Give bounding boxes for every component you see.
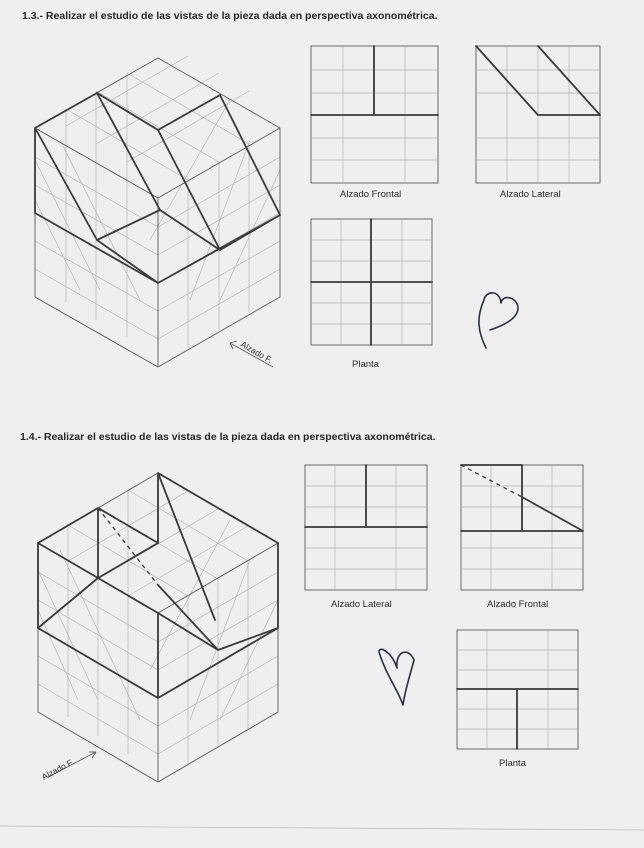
iso-piece-edges-2 <box>38 473 278 698</box>
direction-label-2: Alzado F. <box>40 756 76 782</box>
caption-alzado-lateral-2: Alzado Lateral <box>331 599 392 610</box>
exercise-2-title: 1.4.- Realizar el estudio de las vistas de la pieza dada en perspectiva axonométrica. <box>20 431 436 443</box>
isometric-figure-2 <box>38 473 278 782</box>
direction-label-1: Alzado F. <box>239 339 275 366</box>
page-crease <box>0 826 644 830</box>
view-box-side-2 <box>305 465 427 590</box>
iso-outline-1 <box>35 58 280 367</box>
isometric-figure-1 <box>35 56 280 367</box>
view-box-top-1 <box>311 219 432 345</box>
view-box-side-1 <box>476 46 600 183</box>
caption-alzado-lateral-1: Alzado Lateral <box>500 189 561 200</box>
caption-planta-2: Planta <box>499 758 526 769</box>
exercise-1-title: 1.3.- Realizar el estudio de las vistas de la pieza dada en perspectiva axonométrica. <box>22 10 438 22</box>
caption-alzado-frontal-2: Alzado Frontal <box>487 599 549 610</box>
handwritten-doodle-1 <box>479 293 518 348</box>
caption-alzado-frontal-1: Alzado Frontal <box>340 189 402 200</box>
view-box-front-2 <box>461 465 583 590</box>
view-box-top-2 <box>457 630 578 749</box>
view-box-front-1 <box>311 46 438 183</box>
handwritten-doodle-2 <box>379 649 414 705</box>
caption-planta-1: Planta <box>352 359 379 370</box>
